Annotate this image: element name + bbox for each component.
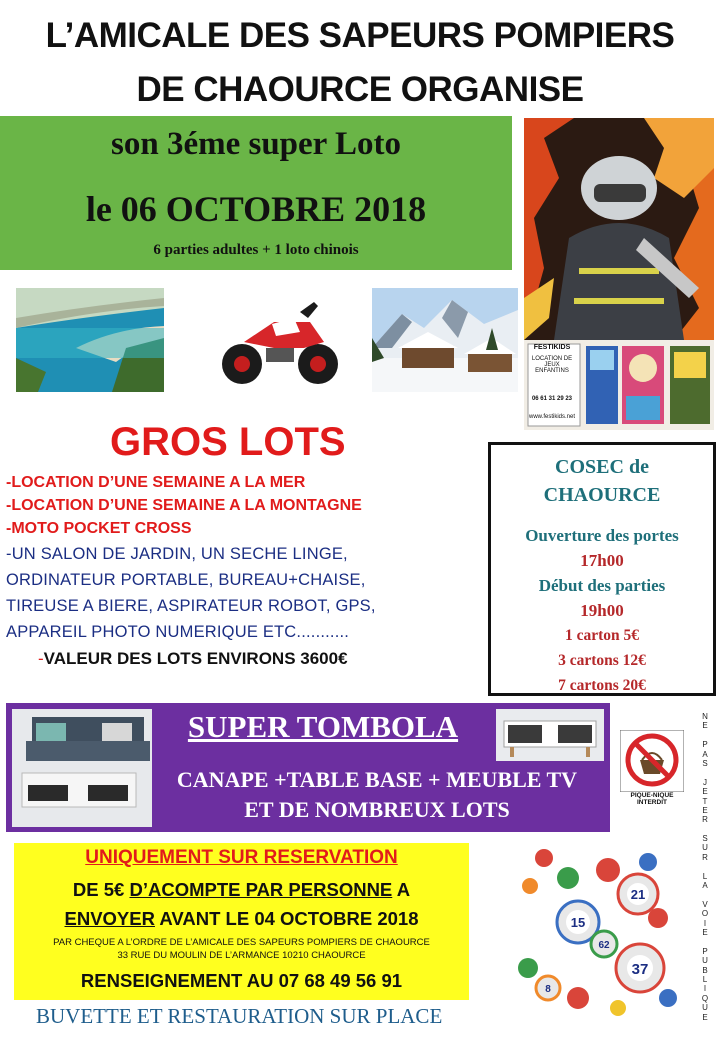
reservation-line2b: AVANT LE 04 OCTOBRE 2018 bbox=[154, 908, 419, 929]
vertical-notice-letter: B bbox=[702, 965, 708, 975]
lots-value-text: VALEUR DES LOTS ENVIRONS 3600€ bbox=[43, 649, 348, 668]
vertical-notice-letter: N bbox=[702, 712, 708, 721]
gros-lot-item: -MOTO POCKET CROSS bbox=[6, 520, 192, 537]
cosec-price: 3 cartons 12€ bbox=[558, 652, 646, 669]
cosec-title2: CHAOURCE bbox=[543, 484, 661, 506]
vertical-notice-letter: R bbox=[702, 815, 708, 825]
vertical-notice-letter: U bbox=[702, 956, 708, 966]
vertical-notice-letter: S bbox=[702, 758, 708, 768]
reservation-address: 33 RUE DU MOULIN DE L’ARMANCE 10210 CHAOURCE bbox=[117, 950, 366, 961]
loto-parties: 6 parties adultes + 1 loto chinois bbox=[153, 242, 359, 258]
festikids-web: www.festikids.net bbox=[528, 414, 576, 420]
loto-announcement-box bbox=[0, 116, 512, 270]
loto-balls-image bbox=[508, 848, 686, 1020]
tombola-title: SUPER TOMBOLA bbox=[187, 709, 459, 744]
cosec-line: Ouverture des portes bbox=[525, 526, 679, 545]
buvette-footer: BUVETTE ET RESTAURATION SUR PLACE bbox=[36, 1004, 443, 1028]
vertical-notice-letter: I bbox=[703, 984, 707, 994]
festikids-brand: FESTIKIDS bbox=[533, 344, 571, 351]
tombola-line2: ET DE NOMBREUX LOTS bbox=[244, 797, 510, 822]
tombola-line1: CANAPE +TABLE BASE + MEUBLE TV bbox=[176, 767, 578, 792]
vertical-notice-letter: P bbox=[702, 946, 708, 956]
vertical-notice-letter: A bbox=[702, 881, 708, 891]
reservation-line1 bbox=[14, 879, 469, 901]
beach-photo bbox=[16, 288, 164, 392]
vertical-notice-letter: R bbox=[702, 852, 708, 862]
vertical-notice-letter bbox=[694, 731, 716, 740]
loto-ball-label: 62 bbox=[598, 940, 610, 951]
loto-ball-label: 8 bbox=[545, 984, 551, 995]
vertical-notice-letter: L bbox=[702, 871, 708, 881]
reservation-line1a: DE 5€ bbox=[72, 879, 130, 900]
vertical-notice-letter: T bbox=[702, 796, 708, 806]
gros-lot-item: -LOCATION D’UNE SEMAINE A LA MER bbox=[6, 474, 306, 491]
reservation-title: UNIQUEMENT SUR RESERVATION bbox=[85, 847, 398, 868]
mountain-photo bbox=[372, 288, 518, 392]
cosec-line: Début des parties bbox=[538, 576, 666, 595]
reservation-phone: RENSEIGNEMENT AU 07 68 49 56 91 bbox=[80, 970, 403, 991]
cosec-price: 1 carton 5€ bbox=[564, 627, 640, 644]
motorcycle-photo bbox=[214, 292, 346, 392]
vertical-notice-letter bbox=[694, 825, 716, 834]
gros-lot-item: -LOCATION D’UNE SEMAINE A LA MONTAGNE bbox=[6, 497, 362, 514]
vertical-notice-letter: E bbox=[702, 927, 708, 937]
lot-item: APPAREIL PHOTO NUMERIQUE ETC........... bbox=[6, 623, 350, 641]
lots-value bbox=[38, 649, 348, 669]
reservation-line1b: D’ACOMPTE PAR PERSONNE bbox=[129, 879, 393, 900]
lot-item: ORDINATEUR PORTABLE, BUREAU+CHAISE, bbox=[6, 571, 366, 589]
vertical-notice-letter: E bbox=[702, 787, 708, 797]
loto-date: le 06 OCTOBRE 2018 bbox=[85, 189, 427, 229]
cosec-line: 17h00 bbox=[580, 551, 624, 570]
picnic-forbidden-sign bbox=[620, 730, 684, 818]
cosec-line: 19h00 bbox=[580, 601, 624, 620]
loto-ball-label: 21 bbox=[630, 887, 646, 902]
cosec-info-box bbox=[488, 442, 716, 696]
lot-item: TIREUSE A BIERE, ASPIRATEUR ROBOT, GPS, bbox=[6, 597, 376, 615]
vertical-notice-letter bbox=[694, 768, 716, 777]
vertical-notice-letter: S bbox=[702, 834, 708, 844]
reservation-line1c: A bbox=[392, 879, 411, 900]
tv-cabinet-photo bbox=[496, 709, 604, 761]
reservation-line2 bbox=[14, 908, 469, 930]
reservation-box bbox=[14, 843, 469, 1000]
firefighter-image bbox=[524, 118, 714, 340]
vertical-notice-letter: O bbox=[701, 909, 709, 919]
vertical-notice-letter: E bbox=[702, 1012, 708, 1022]
vertical-notice-letter: J bbox=[703, 777, 707, 787]
header-title-line2: DE CHAOURCE ORGANISE bbox=[136, 70, 584, 109]
festikids-sub: LOCATION DE JEUX ENFANTINS bbox=[531, 356, 573, 374]
cosec-title1: COSEC de bbox=[555, 456, 649, 478]
reservation-cheque: PAR CHEQUE A L’ORDRE DE L’AMICALE DES SAPEURS POMPIERS DE CHAOURCE bbox=[53, 937, 430, 948]
vertical-notice-letter bbox=[694, 862, 716, 871]
vertical-notice-letter: L bbox=[702, 974, 708, 984]
vertical-notice-letter: U bbox=[702, 1003, 708, 1013]
vertical-notice-letter: U bbox=[702, 843, 708, 853]
vertical-notice-letter: E bbox=[702, 805, 708, 815]
loto-ball-label: 37 bbox=[631, 961, 649, 978]
no-picnic-icon bbox=[620, 730, 684, 792]
lots-value-dash: - bbox=[38, 649, 44, 668]
loto-ball-label: 15 bbox=[570, 915, 586, 930]
vertical-notice-letter: I bbox=[703, 918, 707, 928]
vertical-notice-letter bbox=[694, 890, 716, 899]
vertical-notice-letter bbox=[694, 937, 716, 946]
reservation-line2a: ENVOYER bbox=[64, 908, 155, 929]
vertical-notice-letter: Q bbox=[701, 993, 709, 1003]
sofa-table-photo bbox=[12, 709, 152, 827]
lot-item: -UN SALON DE JARDIN, UN SECHE LINGE, bbox=[6, 545, 348, 563]
picnic-label: PIQUE-NIQUE INTERDIT bbox=[630, 792, 674, 806]
vertical-notice-letter: A bbox=[702, 749, 708, 759]
cosec-price: 7 cartons 20€ bbox=[558, 677, 646, 694]
tombola-box bbox=[6, 703, 610, 832]
vertical-notice bbox=[694, 712, 716, 1022]
festikids-phone: 06 61 31 29 23 bbox=[531, 396, 573, 402]
loto-subtitle: son 3éme super Loto bbox=[111, 126, 401, 162]
vertical-notice-letter: P bbox=[702, 740, 708, 750]
vertical-notice-letter: E bbox=[702, 721, 708, 731]
header-title-line1: L’AMICALE DES SAPEURS POMPIERS bbox=[45, 16, 675, 55]
vertical-notice-letter: V bbox=[702, 899, 708, 909]
gros-lots-title: GROS LOTS bbox=[110, 420, 346, 464]
